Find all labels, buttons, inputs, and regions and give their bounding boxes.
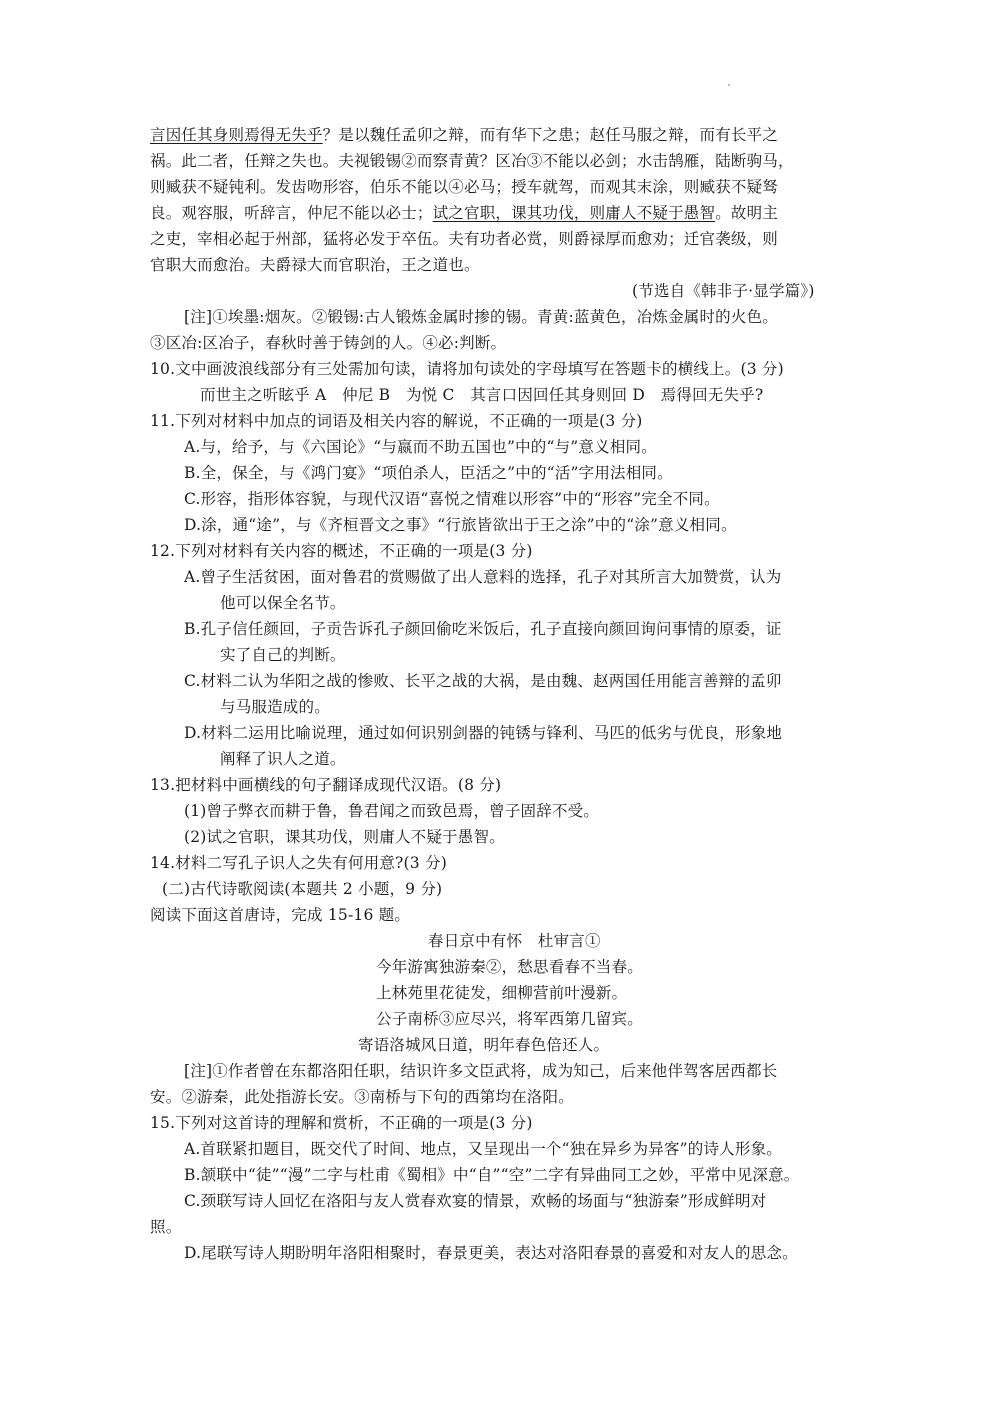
underlined-sentence: 试之官职，课其功伐，则庸人不疑于愚智 [432,204,716,222]
passage-line-4: 良。观容服，听辞言，仲尼不能以必士；试之官职，课其功伐，则庸人不疑于愚智。故明主 [150,204,779,222]
q12-option-b-cont: 实了自己的判断。 [220,646,346,664]
passage-line-2: 祸。此二者，任辩之失也。夫视锻锡②而察青黄？区冶③不能以必剑；水击鹄雁，陆断驹马， [150,152,794,170]
q12-option-b: B.孔子信任颜回，子贡告诉孔子颜回偷吃米饭后，孔子直接向颜回询问事情的原委，证 [184,620,782,638]
scan-speck [728,84,730,86]
question-12: 12.下列对材料有关内容的概述，不正确的一项是(3 分) [150,542,533,560]
question-14: 14.材料二写孔子识人之失有何用意?(3 分) [150,854,447,872]
poem-line-1: 今年游寓独游秦②，愁思看春不当春。 [376,958,643,976]
question-13: 13.把材料中画横线的句子翻译成现代汉语。(8 分) [150,776,502,794]
q15-option-b: B.颔联中“徒”“漫”二字与杜甫《蜀相》中“自”“空”二字有异曲同工之妙，平常中见深意。 [184,1166,800,1184]
q12-option-a: A.曾子生活贫困，面对鲁君的赏赐做了出人意料的选择，孔子对其所言大加赞赏，认为 [184,568,782,586]
passage-note-1: [注]①埃墨:烟灰。②锻锡:古人锻炼金属时掺的锡。青黄:蓝黄色，冶炼金属时的火色。 [184,308,778,326]
q11-option-a: A.与，给予，与《六国论》“与嬴而不助五国也”中的“与”意义相同。 [184,438,657,456]
poem-title: 春日京中有怀 杜审言① [428,932,601,950]
q11-option-d: D.涂，通“途”，与《齐桓晋文之事》“行旅皆欲出于王之涂”中的“涂”意义相同。 [184,516,737,534]
q11-option-c: C.形容，指形体容貌，与现代汉语“喜悦之情难以形容”中的“形容”完全不同。 [184,490,720,508]
q13-item-2: (2)试之官职，课其功伐，则庸人不疑于愚智。 [184,828,505,846]
section-2-intro: 阅读下面这首唐诗，完成 15-16 题。 [150,906,411,924]
q15-option-d: D.尾联写诗人期盼明年洛阳相聚时，春景更美，表达对洛阳春景的喜爱和对友人的思念。 [184,1244,798,1262]
q12-option-a-cont: 他可以保全名节。 [220,594,346,612]
q15-option-c: C.颈联写诗人回忆在洛阳与友人赏春欢宴的情景，欢畅的场面与“独游秦”形成鲜明对 [184,1192,767,1210]
poem-note-2: 安。②游秦，此处指游长安。③南桥与下句的西第均在洛阳。 [150,1088,574,1106]
poem-line-3: 公子南桥③应尽兴，将军西第几留宾。 [376,1010,643,1028]
q12-option-c-cont: 与马服造成的。 [220,698,330,716]
passage-source: (节选自《韩非子·显学篇》) [632,282,815,300]
passage-line-1: 言因任其身则焉得无失乎？是以魏任孟卯之辩，而有华下之患；赵任马服之辩，而有长平之 [150,126,779,144]
q12-option-d-cont: 阐释了识人之道。 [220,750,346,768]
question-15: 15.下列对这首诗的理解和赏析，不正确的一项是(3 分) [150,1114,533,1132]
question-10: 10.文中画波浪线部分有三处需加句读，请将加句读处的字母填写在答题卡的横线上。(3 分) [150,360,784,378]
passage-line-6: 官职大而愈治。夫爵禄大而官职治，王之道也。 [150,256,480,274]
q15-option-a: A.首联紧扣题目，既交代了时间、地点，又呈现出一个“独在异乡为异客”的诗人形象。 [184,1140,782,1158]
q15-option-c-cont: 照。 [150,1218,182,1236]
section-2-heading: (二)古代诗歌阅读(本题共 2 小题，9 分) [162,880,443,898]
wavy-underlined-text: 言因任其身则焉得无失乎 [150,126,323,144]
passage-line-3: 则臧获不疑钝利。发齿吻形容，伯乐不能以④必马；授车就驾，而观其末涂，则臧获不疑驽 [150,178,779,196]
q12-option-d: D.材料二运用比喻说理，通过如何识别剑器的钝锈与锋利、马匹的低劣与优良，形象地 [184,724,783,742]
poem-line-4: 寄语洛城风日道，明年春色倍还人。 [358,1036,610,1054]
q13-item-1: (1)曾子弊衣而耕于鲁，鲁君闻之而致邑焉，曾子固辞不受。 [184,802,600,820]
q12-option-c: C.材料二认为华阳之战的惨败、长平之战的大祸，是由魏、赵两国任用能言善辩的孟卯 [184,672,782,690]
poem-note-1: [注]①作者曾在东都洛阳任职，结识许多文臣武将，成为知己，后来他伴驾客居西都长 [184,1062,778,1080]
passage-line-5: 之吏，宰相必起于州部，猛将必发于卒伍。夫有功者必赏，则爵禄厚而愈劝；迁官袭级，则 [150,230,779,248]
q11-option-b: B.全，保全，与《鸿门宴》“项伯杀人，臣活之”中的“活”字用法相同。 [184,464,673,482]
question-10-text: 而世主之听眩乎 A 仲尼 B 为悦 C 其言口因回任其身则回 D 焉得回无失乎? [200,386,764,404]
passage-note-2: ③区冶:区冶子，春秋时善于铸剑的人。④必:判断。 [150,334,507,352]
question-11: 11.下列对材料中加点的词语及相关内容的解说，不正确的一项是(3 分) [150,412,643,430]
poem-line-2: 上林苑里花徒发，细柳营前叶漫新。 [376,984,628,1002]
